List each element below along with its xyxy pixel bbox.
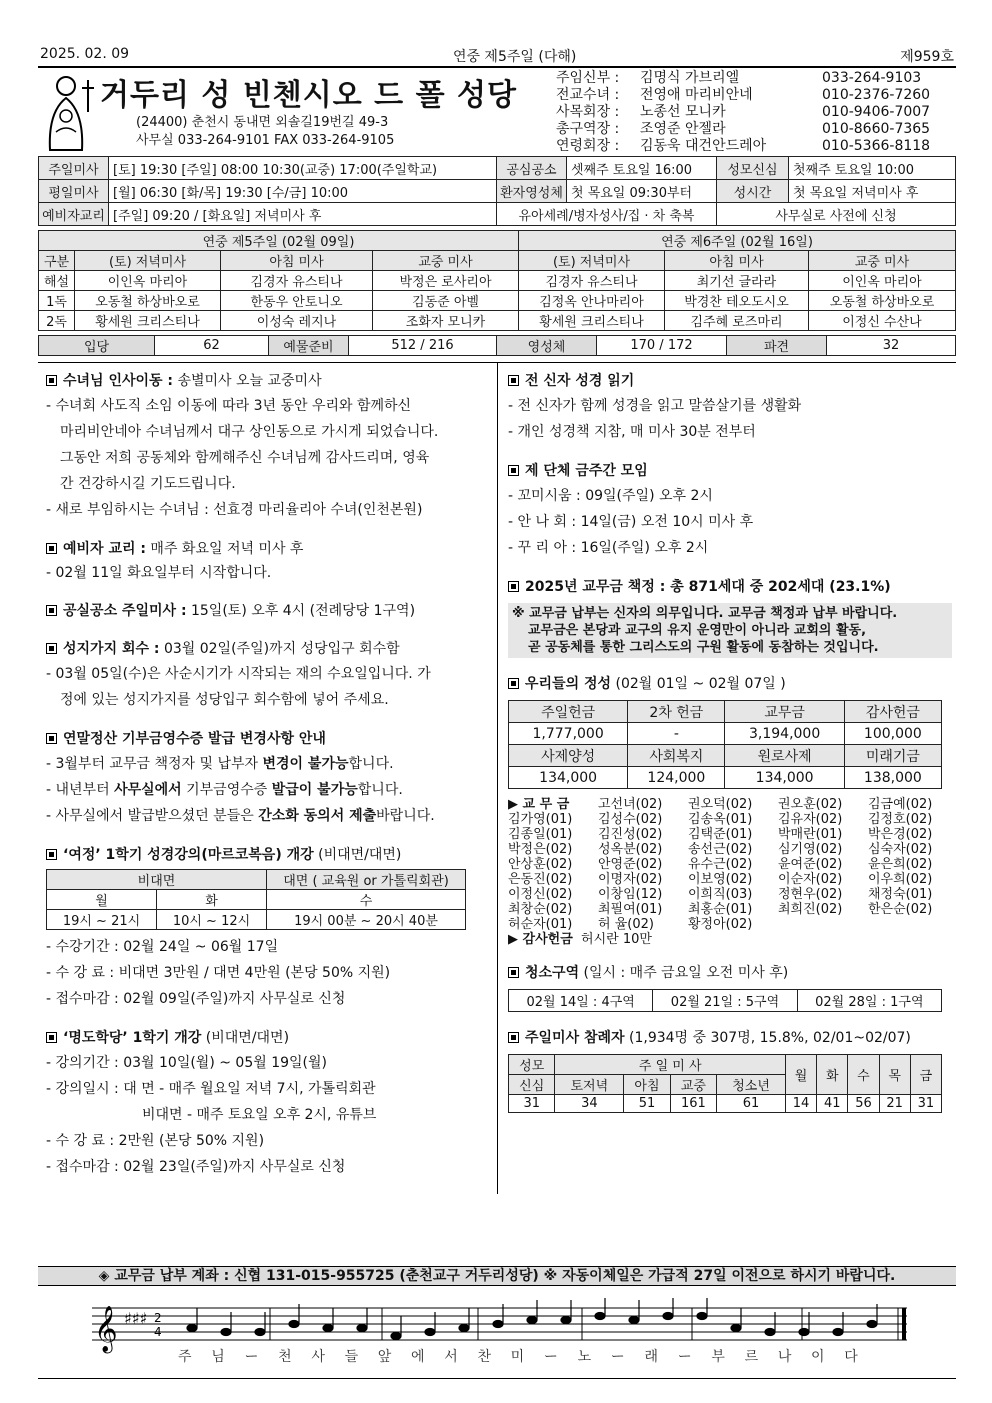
issue-number: 제959호	[900, 49, 954, 65]
music-note-icon	[493, 1321, 503, 1328]
donor-name: 윤여준(02)	[778, 857, 843, 872]
church-name: 거두리 성 빈첸시오 드 폴 성당	[100, 78, 517, 113]
staff-list	[556, 70, 930, 155]
donor-name: 이보영(02)	[688, 872, 753, 887]
hymn-lyrics	[178, 1346, 858, 1366]
music-note-icon	[221, 1329, 231, 1336]
lyric-syllable: 래	[644, 1349, 658, 1365]
donor-name: 심숙자(02)	[868, 842, 933, 857]
bulletin-page	[38, 46, 956, 1194]
header	[38, 68, 956, 156]
attendance-notice: 주일미사 참례자 (1,934명 중 307명, 15.8%, 02/01~02/07) 성모 주 일 미 사 월 화 수 목 금 신심 토저녁 아침 교중 청소년 31 34 51 161 61 14 41 56 21 31	[508, 1026, 952, 1113]
music-note-icon	[289, 1321, 299, 1328]
lyric-syllable: 나	[777, 1349, 792, 1365]
staff-row: 주임신부 : 김명식 가브리엘 033-264-9103	[556, 70, 922, 86]
svg-text:♯♯♯: ♯♯♯	[124, 1309, 148, 1328]
lyric-syllable: ー	[677, 1349, 692, 1365]
staff-row: 사목회장 : 노종선 모니카 010-9406-7007	[556, 104, 931, 120]
tax-receipt-notice: 연말정산 기부금영수증 발급 변경사항 안내 - 3월부터 교무금 책정자 및 납부자 변경이 불가능합니다. - 내년부터 사무실에서 기부금영수증 발급이 불가능합니다. - 사무실에서 발급받으셨던 분들은 간소화 동의서 제출바랍니다.	[46, 731, 435, 824]
donor-name: 안상훈(02)	[508, 857, 573, 872]
lyric-syllable: ー	[543, 1349, 558, 1365]
bullet-square-icon	[508, 581, 519, 592]
donor-name: 박정은(02)	[508, 842, 573, 857]
bullet-square-icon	[46, 605, 57, 616]
donor-name: 이우희(02)	[868, 872, 933, 887]
lyric-syllable: 이	[811, 1349, 825, 1365]
donor-name: 이희직(03)	[688, 887, 753, 902]
liturgical-week: 연중 제5주일 (다해)	[452, 49, 577, 65]
donor-name: 김택준(01)	[688, 827, 753, 842]
mission-mass-notice: 공실공소 주일미사 : 15일(토) 오후 4시 (전례당당 1구역)	[46, 599, 489, 623]
donor-name: 김송옥(01)	[688, 812, 753, 827]
donor-name: 박은경(02)	[868, 827, 933, 842]
table-row: 2독 황세원 크리스티나 이성숙 레지나 조화자 모니카 황세원 크리스티나 김주혜 로즈마리 이정신 수산나	[39, 311, 956, 331]
bank-account-footer: ◈ 교무금 납부 계좌 : 신협 131-015-955725 (춘천교구 거두리성당) ※ 자동이체일은 가급적 27일 이전으로 하시기 바랍니다.	[38, 1266, 956, 1286]
lyric-syllable: 노	[577, 1349, 592, 1365]
bible-lecture-notice: ‘여정’ 1학기 성경강의(마르코복음) 개강 (비대면/대면) 비대면 대면 ( 교육원 or 가톨릭회관) 월 화 수 19시 ~ 21시 10시 ~ 12시 19시 00분 ~ 20시 40분 - 수강기간 : 02월 24일 ~ 06월 17일 - 수 강 료 : 비대면 3만원 / 대면 4만원 (본당 50% 지원) - 접수마감 : 02월 09일(주일)까지 사무실로 신청	[46, 843, 489, 1012]
donor-name: 허 율(02)	[598, 917, 654, 932]
table-row: 해설 이인옥 마리아 김경자 유스티나 박정은 로사리아 김경자 유스티나 최기선 글라라 이인옥 마리아	[39, 271, 956, 291]
music-note-icon	[425, 1329, 435, 1336]
music-note-icon	[663, 1313, 673, 1320]
music-note-icon	[527, 1317, 537, 1324]
donor-name: 은동진(02)	[508, 872, 573, 887]
donor-name: 최창순(02)	[508, 902, 573, 917]
music-note-icon	[459, 1325, 469, 1332]
donor-name: 심기영(02)	[778, 842, 843, 857]
service-stats-table: 입당 62 예물준비 512 / 216 영성체 170 / 172 파견 32	[38, 335, 956, 356]
donor-name: 김가영(01)	[508, 812, 573, 827]
lyric-syllable: 르	[744, 1349, 759, 1365]
donor-name: 송선근(02)	[688, 842, 753, 857]
donor-name: 이명자(02)	[598, 872, 663, 887]
bible-reading-notice: 전 신자 성경 읽기 - 전 신자가 함께 성경을 읽고 말씀살기를 생활화 - 개인 성경책 지참, 매 미사 30분 전부터	[508, 373, 802, 440]
donor-name: 황정아(02)	[688, 917, 753, 932]
bullet-square-icon	[508, 465, 519, 476]
palm-collection-notice: 성지가지 회수 : 03월 02일(주일)까지 성당입구 회수함 - 03월 05일(수)은 사순시기가 시작되는 재의 수요일입니다. 가 정에 있는 성지가지를 성당입구 회수함에 넣어 주세요.	[46, 641, 431, 708]
catechumen-class-notice: 예비자 교리 : 매주 화요일 저녁 미사 후 - 02월 11일 화요일부터 시작합니다.	[46, 541, 304, 581]
cleaning-table: 02월 14일 : 4구역 02월 21일 : 5구역 02월 28일 : 1구역	[508, 989, 942, 1012]
staff-row: 전교수녀 : 전영애 마리비안네 010-2376-7260	[556, 87, 931, 103]
donor-name: 이정신(02)	[508, 887, 573, 902]
office-phone: 사무실 033-264-9101 FAX 033-264-9105	[136, 133, 395, 148]
lyric-syllable: 님	[211, 1349, 225, 1365]
lyric-syllable: 부	[711, 1349, 725, 1365]
holy-family-logo-icon	[42, 72, 96, 152]
right-column	[498, 363, 956, 1194]
lecture-schedule-table: 비대면 대면 ( 교육원 or 가톨릭회관) 월 화 수 19시 ~ 21시 10시 ~ 12시 19시 00분 ~ 20시 40분	[46, 869, 466, 930]
music-note-icon	[697, 1313, 707, 1320]
top-line	[38, 46, 956, 68]
donor-label: ▶ 교 무 금	[508, 797, 570, 812]
bullet-square-icon	[508, 678, 519, 689]
donor-name: 김유자(02)	[778, 812, 843, 827]
music-note-icon	[799, 1329, 809, 1336]
cleaning-notice: 청소구역 (일시 : 매주 금요일 오전 미사 후) 02월 14일 : 4구역 02월 21일 : 5구역 02월 28일 : 1구역	[508, 961, 952, 1012]
mass-schedule-table: 주일미사 [토] 19:30 [주일] 08:00 10:30(교중) 17:00(주일학교) 공심공소 셋째주 토요일 16:00 성모신심 첫째주 토요일 10:00 평일미사 [월] 06:30 [화/목] 19:30 [수/금] 10:00 환자영성체 첫 목요일 09:30부터 성시간 첫 목요일 저녁미사 후 예비자교리 [주일] 09:20 / [화요일] 저녁미사 후 유아세례/병자성사/집 · 차 축복 사무실로 사전에 신청	[38, 156, 956, 226]
bottom-rule	[38, 1378, 956, 1379]
liturgy-roles-table: 연중 제5주일 (02월 09일) 연중 제6주일 (02월 16일) 구분 (토) 저녁미사 아침 미사 교중 미사 (토) 저녁미사 아침 미사 교중 미사 해설 이인옥 마리아 김경자 유스티나 박정은 로사리아 김경자 유스티나 최기선 글라라 이인옥 마리아 1독 오동철 하상바오로 한동우 안토니오 김동준 아벨 김정옥 안나마리아 박경찬 테오도시오 오동철 하상바오로 2독 황세원 크리스티나 이성숙 레지나 조화자 모니카 황세원 크리스티나 김주혜 로즈마리 이정신 수산나	[38, 230, 956, 331]
music-note-icon	[255, 1329, 265, 1336]
donor-name: 김금예(02)	[868, 797, 933, 812]
lyric-syllable: 주	[178, 1349, 192, 1365]
donor-name: 김진성(02)	[598, 827, 663, 842]
donor-name: 유수근(02)	[688, 857, 753, 872]
donor-name: 채정숙(01)	[868, 887, 933, 902]
lyric-syllable: 에	[411, 1349, 425, 1365]
music-note-icon	[595, 1313, 605, 1320]
donor-list: ▶ 교 무 금 고선녀(02) 권오덕(02) 권오훈(02) 김금예(02) 김가영(01) 김성수(02) 김송옥(01) 김유자(02) 김정호(02) 김종일(01) 김진성(02) 김택준(01) 박매란(01) 박은경(02) 박정은(02) 성옥분(02) 송선근(02) 심기영(02) 심숙자(02) 안상훈(02) 안영준(02) 유수근(02) 윤여준(02) 윤은희(02) 은동진(02) 이명자(02) 이보영(02) 이순자(02) 이우희(02) 이정신(02) 이창임(12) 이희직(03) 정현우(02) 채정숙(01) 최창순(02) 최필여(01) 최홍순(01) 최희진(02) 한은순(02) 허순자(01) 허 율(02) 황정아(02) ▶ 감사헌금 허시란 10만	[508, 797, 952, 947]
donor-name: 이순자(02)	[778, 872, 843, 887]
donor-name: 최필여(01)	[598, 902, 663, 917]
donor-name: 정현우(02)	[778, 887, 843, 902]
staff-row: 총구역장 : 조영준 안젤라 010-8660-7365	[556, 121, 931, 137]
attendance-table: 성모 주 일 미 사 월 화 수 목 금 신심 토저녁 아침 교중 청소년 31 34 51 161 61 14 41 56 21 31	[508, 1054, 942, 1113]
sister-transfer-notice: 수녀님 인사이동 : 송별미사 오늘 교중미사 - 수녀회 사도직 소임 이동에 따라 3년 동안 우리와 함께하신 마리비안네아 수녀님께서 대구 상인동으로 가시게 되었습니다. 그동안 저희 공동체와 함께해주신 수녀님께 감사드리며, 영육 간 건강하시길 기도드립니다. - 새로 부임하시는 수녀님 : 선효경 마리율리아 수녀(인천본원)	[46, 373, 439, 518]
donor-name: 한은순(02)	[868, 902, 933, 917]
church-address: (24400) 춘천시 동내면 외솔길19번길 49-3	[136, 115, 389, 130]
lyric-syllable: 천	[278, 1349, 292, 1365]
lyric-syllable: ー	[244, 1349, 259, 1365]
church-info	[100, 68, 540, 156]
music-note-icon	[561, 1317, 571, 1324]
lyric-syllable: 앞	[377, 1349, 392, 1365]
dues-note: ※ 교무금 납부는 신자의 의무입니다. 교무금 책정과 납부 바랍니다. 교무금은 본당과 교구의 유지 운영만이 아니라 교회의 활동, 곧 공동체를 통한 그리스도의 구원 활동에 동참하는 것입니다.	[508, 603, 952, 658]
bullet-square-icon	[508, 967, 519, 978]
music-note-icon	[391, 1333, 401, 1340]
bullet-square-icon	[46, 643, 57, 654]
table-row: 1독 오동철 하상바오로 한동우 안토니오 김동준 아벨 김정옥 안나마리아 박경찬 테오도시오 오동철 하상바오로	[39, 291, 956, 311]
lyric-syllable: 찬	[477, 1349, 491, 1365]
music-note-icon	[765, 1329, 775, 1336]
music-note-icon	[187, 1325, 197, 1332]
group-meetings-notice: 제 단체 금주간 모임 - 꼬미시움 : 09일(주일) 오후 2시 - 안 나 회 : 14일(금) 오전 10시 미사 후 - 꾸 리 아 : 16일(주일) 오후 2시	[508, 463, 754, 556]
donor-name: 윤은희(02)	[868, 857, 933, 872]
bullet-square-icon	[508, 375, 519, 386]
bullet-square-icon	[46, 543, 57, 554]
music-note-icon	[731, 1325, 741, 1332]
week1-heading: 연중 제5주일 (02월 09일)	[39, 231, 519, 251]
lyric-syllable: 다	[844, 1349, 858, 1365]
donor-name: 김정호(02)	[868, 812, 933, 827]
date: 2025. 02. 09	[40, 46, 130, 62]
music-note-icon	[867, 1321, 877, 1328]
parish-dues-notice: 2025년 교무금 책정 : 총 871세대 중 202세대 (23.1%) ※ 교무금 납부는 신자의 의무입니다. 교무금 책정과 납부 바랍니다. 교무금은 본당과 교구의 유지 운영만이 아니라 교회의 활동, 곧 공동체를 통한 그리스도의 구원 활동에 동참하는 것입니다.	[508, 575, 952, 658]
donor-name: 허순자(01)	[508, 917, 573, 932]
donor-name: 최희진(02)	[778, 902, 843, 917]
music-note-icon	[833, 1329, 843, 1336]
lyric-syllable: 들	[344, 1349, 359, 1365]
week2-heading: 연중 제6주일 (02월 16일)	[519, 231, 956, 251]
donor-name: 박매란(01)	[778, 827, 843, 842]
donor-name: 안영준(02)	[598, 857, 663, 872]
lyric-syllable: 사	[311, 1349, 325, 1365]
donor-name: 성옥분(02)	[598, 842, 663, 857]
staff-row: 연령회장 : 김동욱 대건안드레아 010-5366-8118	[556, 138, 931, 154]
myeongdo-school-notice: ‘명도학당’ 1학기 개강 (비대면/대면) - 강의기간 : 03월 10일(월) ~ 05월 19일(월) - 강의일시 : 대 면 - 매주 월요일 저녁 7시, 가톨릭회관 비대면 - 매주 토요일 오후 2시, 유튜브 - 수 강 료 : 2만원 (본당 50% 지원) - 접수마감 : 02월 23일(주일)까지 사무실로 신청	[46, 1030, 377, 1175]
donor-name: 권오덕(02)	[688, 797, 753, 812]
bullet-square-icon	[46, 733, 57, 744]
lyric-syllable: ー	[610, 1349, 625, 1365]
offering-table: 주일헌금 2차 헌금 교무금 감사헌금 1,777,000 - 3,194,000 100,000 사제양성 사회복지 원로사제 미래기금 134,000 124,000 134,000 138,000	[508, 700, 942, 789]
music-note-icon	[357, 1325, 367, 1332]
svg-text:𝄞: 𝄞	[94, 1306, 118, 1352]
bullet-square-icon	[46, 849, 57, 860]
content-columns	[38, 362, 956, 1194]
lyric-syllable: 미	[510, 1349, 525, 1365]
left-column	[38, 363, 498, 1194]
donor-name: 김종일(01)	[508, 827, 573, 842]
music-note-icon	[629, 1317, 639, 1324]
donor-name: 김성수(02)	[598, 812, 663, 827]
donor-name: 권오훈(02)	[778, 797, 843, 812]
donor-name: 이창임(12)	[598, 887, 663, 902]
svg-text:2: 2	[154, 1311, 162, 1325]
donor-name: 최홍순(01)	[688, 902, 753, 917]
bullet-square-icon	[46, 375, 57, 386]
svg-text:4: 4	[154, 1325, 162, 1339]
bullet-square-icon	[46, 1032, 57, 1043]
offering-notice: 우리들의 정성 (02월 01일 ~ 02월 07일 ) 주일헌금 2차 헌금 교무금 감사헌금 1,777,000 - 3,194,000 100,000 사제양성 사회복지 원로사제 미래기금 134,000 124,000 134,000 138,000 ▶ 교 무 금 고선녀(02) 권오덕(02) 권오훈(02) 김금예(02) 김가영(01) 김성수(02) 김송옥(01) 김유자(02) 김정호(02) 김종일(01) 김진성(02) 김택준(01) 박매란(01) 박은경(02) 박정은(02) 성옥분(02) 송선근(02) 심기영(02) 심숙자(02) 안상훈(02) 안영준(02) 유수근(02) 윤여준(02) 윤은희(02) 은동진(02) 이명자(02) 이보영(02) 이순자(02) 이우희(02) 이정신(02) 이창임(12) 이희직(03) 정현우(02) 채정숙(01) 최창순(02) 최필여(01) 최홍순(01) 최희진(02) 한은순(02) 허순자(01) 허 율(02) 황정아(02) ▶ 감사헌금 허시란 10만	[508, 672, 952, 947]
lyric-syllable: 서	[444, 1349, 458, 1365]
bullet-square-icon	[508, 1032, 519, 1043]
music-note-icon	[323, 1325, 333, 1332]
donor-name: 고선녀(02)	[598, 797, 663, 812]
